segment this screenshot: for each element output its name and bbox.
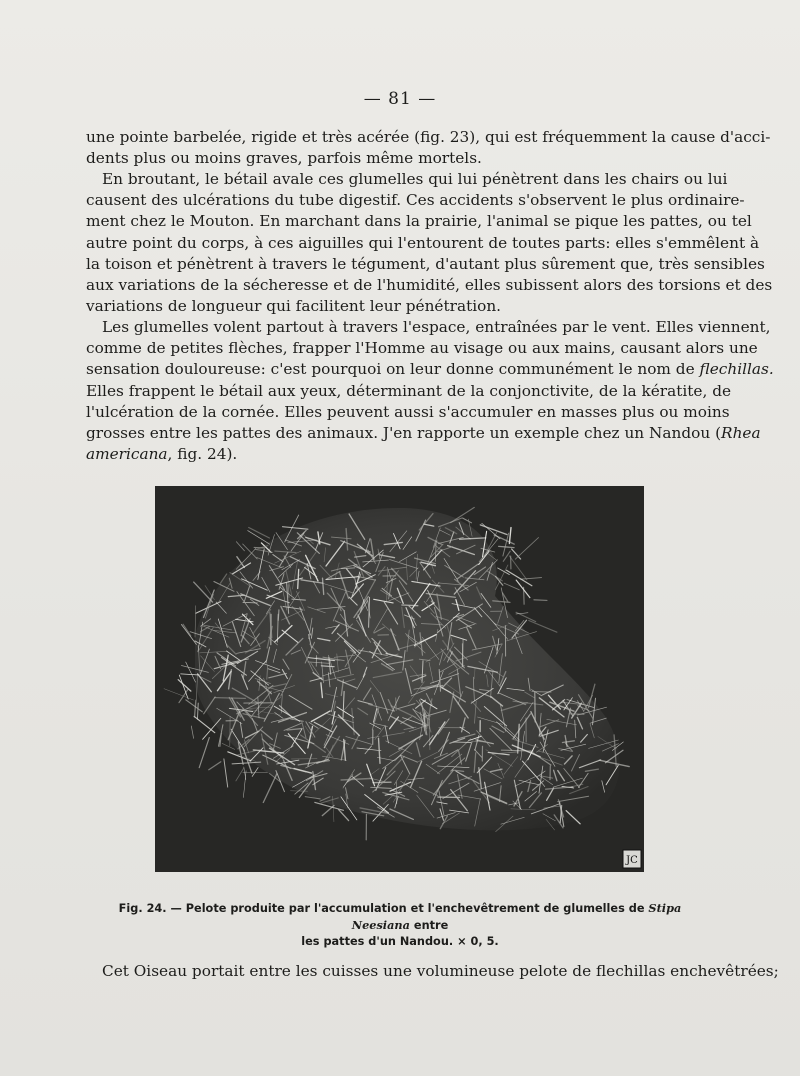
text-line: Les glumelles volent partout à travers l'espace, entraînées par le vent. Elles viennent, [102,318,771,336]
glumelle-strand [569,714,584,715]
text-line: causent des ulcérations du tube digestif. Ces accidents s'observent le plus ordinaire- [86,191,745,210]
glumelle-strand [215,698,246,699]
text-line: En broutant, le bétail avale ces glumelles qui lui pénètrent dans les chairs ou lui [102,170,728,188]
glumelle-strand [402,605,418,606]
figure-caption [90,900,710,950]
caption-prefix: Fig. 24. — Pelote produite par l'accumulation et l'enchevêtrement de glumelles de [118,902,649,915]
paragraph-continuation [86,127,771,169]
text-fragment: grosses entre les pattes des animaux. J'en rapporte un exemple chez un Nandou ( [86,424,722,443]
caption-line-2: les pattes d'un Nandou. × 0, 5. [301,935,499,948]
text-line [86,359,774,380]
paragraph-broutant [86,169,773,317]
caption-suffix: entre [409,919,449,932]
glumelle-strand [373,782,391,783]
text-line [86,423,761,444]
text-line: variations de longueur qui facilitent leur pénétration. [86,297,502,316]
monogram-mark [623,850,641,868]
italic-term: flechillas. [699,360,774,379]
italic-term: americana [86,445,168,464]
text-line: la toison et pénètrent à travers le tégument, d'autant plus sûrement que, très sensibles [86,254,765,273]
italic-term: Rhea [721,424,761,443]
text-line: dents plus ou moins graves, parfois même mortels. [86,149,482,168]
caption-line-1 [90,900,710,934]
text-line [86,444,708,465]
final-line: Cet Oiseau portait entre les cuisses une volumineuse pelote de flechillas enchevêtrées; [102,962,779,980]
figure-photograph [155,486,644,872]
text-line: ment chez le Mouton. En marchant dans la prairie, l'animal se pique les pattes, ou tel [86,212,752,231]
paragraph-glumelles [86,317,774,465]
glumelle-strand [462,644,463,667]
glumelle-strand [534,600,547,601]
text-line: autre point du corps, à ces aiguilles qui l'entourent de toutes parts: elles s'emmêlent à [86,233,760,252]
page-number: — 81 — [363,89,437,109]
glumelles-ball-image [155,486,644,872]
text-fragment: sensation douloureuse: c'est pourquoi on leur donne communément le nom de [86,360,700,379]
text-line: une pointe barbelée, rigide et très acérée (fig. 23), qui est fréquemment la cause d'acci- [86,128,771,146]
glumelle-strand [278,610,279,620]
text-line: comme de petites flèches, frapper l'Homme au visage ou aux mains, causant alors une [86,339,758,358]
text-line: Elles frappent le bétail aux yeux, déterminant de la conjonctivite, de la kératite, de [86,381,732,400]
text-line: aux variations de la sécheresse et de l'humidité, elles subissent alors des torsions et des [86,276,773,295]
caption-species: Stipa Neesiana [351,901,682,932]
monogram-text: JC [626,855,638,866]
text-line: l'ulcération de la cornée. Elles peuvent aussi s'accumuler en masses plus ou moins [86,402,730,421]
text-fragment: , fig. 24). [167,445,238,464]
